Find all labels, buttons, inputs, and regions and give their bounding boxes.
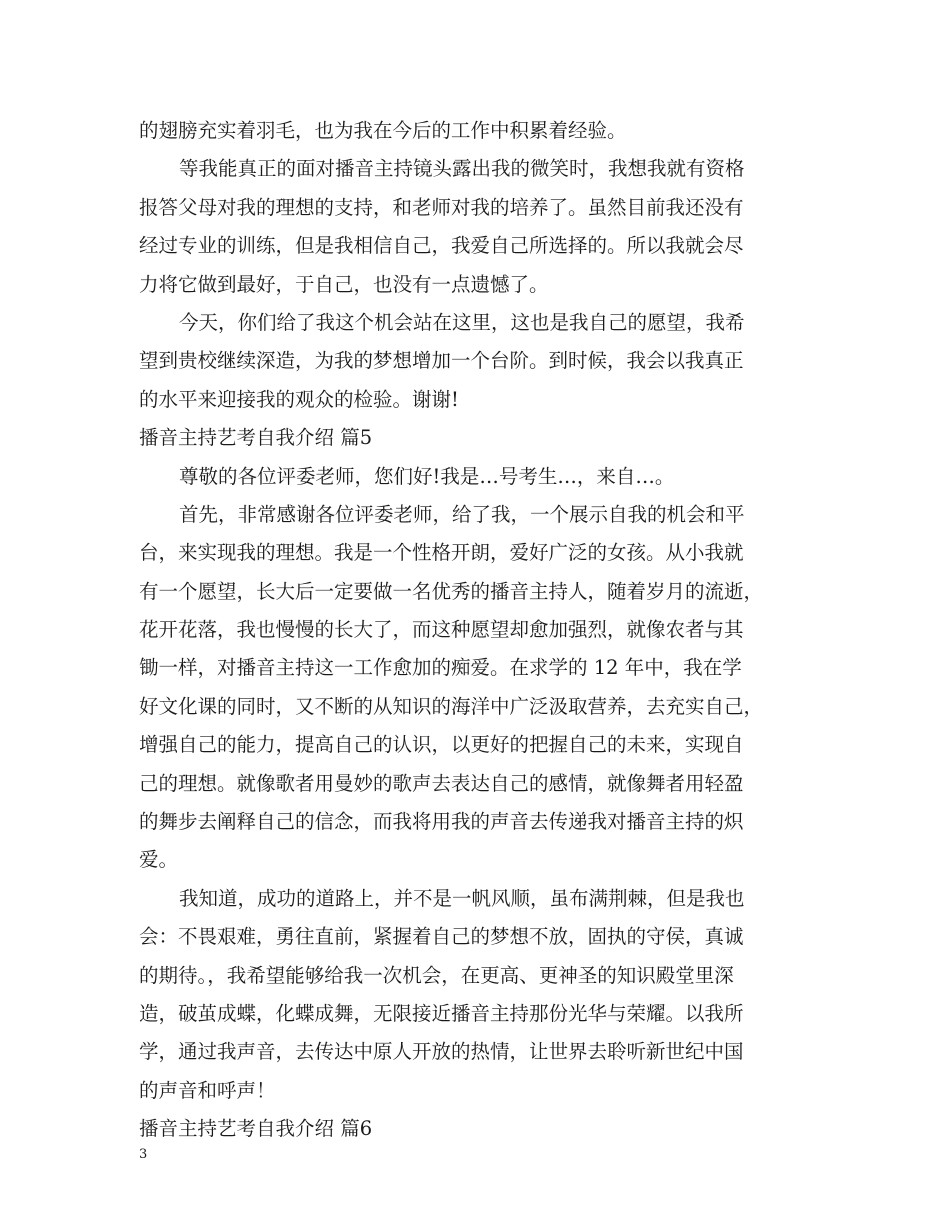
text-line: 望到贵校继续深造，为我的梦想增加一个台阶。到时候，我会以我真正 (139, 349, 744, 373)
section-heading-5: 播音主持艺考自我介绍 篇5 (139, 426, 373, 450)
document-body (139, 112, 819, 1149)
text-line: 学，通过我声音，去传达中原人开放的热情，让世界去聆听新世纪中国 (139, 1040, 744, 1064)
text-line: 的水平来迎接我的观众的检验。谢谢! (139, 387, 459, 411)
text-line: 己的理想。就像歌者用曼妙的歌声去表达自己的感情，就像舞者用轻盈 (139, 771, 744, 795)
paragraph-start-line: 今天，你们给了我这个机会站在这里，这也是我自己的愿望，我希 (179, 310, 745, 334)
text-line: 的期待。，我希望能够给我一次机会，在更高、更神圣的知识殿堂里深 (139, 963, 734, 987)
paragraph-start-line: 等我能真正的面对播音主持镜头露出我的微笑时，我想我就有资格 (179, 157, 745, 181)
paragraph-start-line: 我知道，成功的道路上，并不是一帆风顺，虽布满荆棘，但是我也 (179, 886, 745, 910)
text-line: 会：不畏艰难，勇往直前，紧握着自己的梦想不放，固执的守侯，真诚 (139, 925, 744, 949)
text-line: 的声音和呼声！ (139, 1078, 276, 1102)
paragraph-start-line: 首先，非常感谢各位评委老师，给了我，一个展示自我的机会和平 (179, 502, 745, 526)
text-line: 增强自己的能力，提高自己的认识，以更好的把握自己的未来，实现自 (139, 733, 744, 757)
paragraph-start-line: 尊敬的各位评委老师，您们好!我是…号考生…，来自…。 (179, 464, 675, 488)
section-heading-6: 播音主持艺考自我介绍 篇6 (139, 1117, 373, 1141)
text-line: 报答父母对我的理想的支持，和老师对我的培养了。虽然目前我还没有 (139, 195, 744, 219)
page-number: 3 (139, 1147, 148, 1162)
text-line: 锄一样，对播音主持这一工作愈加的痴爱。在求学的 12 年中，我在学 (139, 656, 742, 680)
text-line: 台，来实现我的理想。我是一个性格开朗，爱好广泛的女孩。从小我就 (139, 541, 744, 565)
text-line: 的翅膀充实着羽毛，也为我在今后的工作中积累着经验。 (139, 119, 627, 142)
text-line: 好文化课的同时，又不断的从知识的海洋中广泛汲取营养，去充实自己， (139, 694, 764, 718)
text-line: 造，破茧成蝶，化蝶成舞，无限接近播音主持那份光华与荣耀。以我所 (139, 1001, 744, 1025)
text-line: 有一个愿望，长大后一定要做一名优秀的播音主持人，随着岁月的流逝， (139, 579, 764, 603)
text-line: 爱。 (139, 848, 179, 872)
text-line: 力将它做到最好，于自己，也没有一点遗憾了。 (139, 272, 549, 296)
text-line: 经过专业的训练，但是我相信自己，我爱自己所选择的。所以我就会尽 (139, 234, 744, 258)
text-line: 的舞步去阐释自己的信念，而我将用我的声音去传递我对播音主持的炽 (139, 810, 744, 834)
text-line: 花开花落，我也慢慢的长大了，而这种愿望却愈加强烈，就像农者与其 (139, 618, 744, 642)
